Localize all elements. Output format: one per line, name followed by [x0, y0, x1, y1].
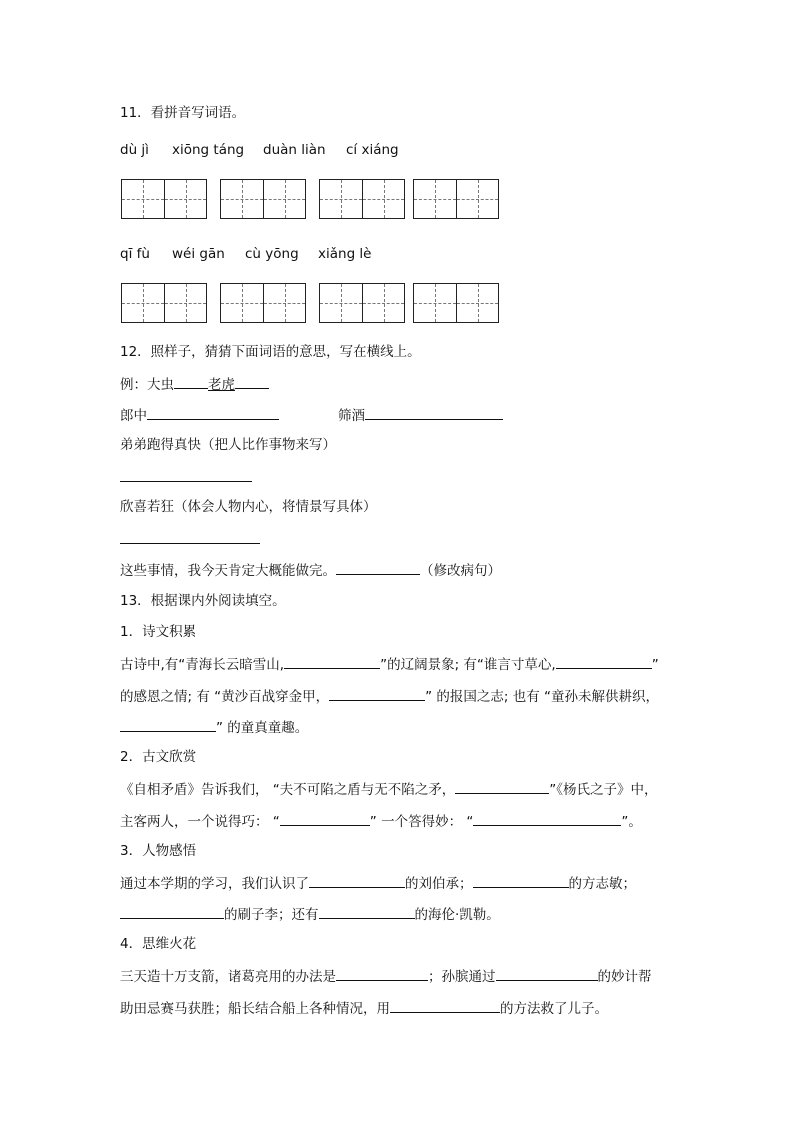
s1-line3 — [120, 717, 308, 737]
blank-langzhong[interactable] — [147, 405, 279, 420]
s1-head: 1．诗文积累 — [120, 624, 197, 640]
sentence-to-fix: 这些事情，我今天肯定大概能做完。 — [120, 563, 336, 579]
s3-l2a: 的刷子李；还有 — [224, 907, 319, 923]
pinyin-1-2: xiōng táng — [172, 142, 245, 158]
blank-joy[interactable] — [120, 529, 260, 544]
q12-line-shaijiu — [338, 405, 503, 425]
char-grid-2-1[interactable] — [121, 283, 207, 323]
s2-line1 — [120, 779, 658, 799]
blank-s2-2[interactable] — [280, 811, 370, 826]
blank-s3-3[interactable] — [120, 904, 224, 919]
char-grid-2-4[interactable] — [413, 283, 499, 323]
pinyin-2-4: xiǎng lè — [318, 246, 372, 262]
q12-line-correction — [120, 560, 501, 580]
q12-example — [120, 374, 269, 394]
s1-line2 — [120, 686, 659, 706]
pinyin-2-2: wéi gān — [172, 246, 225, 262]
s3-l2b: 的海伦·凯勒。 — [414, 907, 500, 923]
char-grid-2-2[interactable] — [220, 283, 306, 323]
pinyin-1-1: dù jì — [120, 142, 149, 158]
char-grid-1-4[interactable] — [413, 179, 499, 219]
item-langzhong: 郎中 — [120, 408, 147, 424]
blank-s4-2[interactable] — [496, 966, 598, 981]
char-grid-1-3[interactable] — [319, 179, 405, 219]
pinyin-2-1: qī fù — [120, 246, 150, 262]
blank-simile[interactable] — [120, 467, 252, 482]
pinyin-1-4: cí xiáng — [346, 142, 399, 158]
blank-s1-4[interactable] — [120, 717, 216, 732]
example-prefix: 例：大虫 — [120, 377, 174, 393]
q12-line-joy: 欣喜若狂（体会人物内心，将情景写具体） — [120, 499, 377, 515]
blank-s3-1[interactable] — [309, 873, 405, 888]
blank-s2-3[interactable] — [473, 811, 621, 826]
s1-line1 — [120, 654, 659, 674]
q11-title: 11．看拼音写词语。 — [120, 105, 246, 121]
blank-s4-1[interactable] — [336, 966, 428, 981]
char-grid-1-1[interactable] — [121, 179, 207, 219]
pinyin-1-3: duàn liàn — [263, 142, 326, 158]
blank-s1-1[interactable] — [284, 654, 380, 669]
s1-l1c: ” — [651, 657, 659, 673]
pinyin-2-3: cù yōng — [245, 246, 299, 262]
q12-title: 12．照样子，猜猜下面词语的意思，写在横线上。 — [120, 344, 421, 360]
q13-title: 13．根据课内外阅读填空。 — [120, 593, 286, 609]
s3-line1 — [120, 873, 636, 893]
s3-head: 3．人物感悟 — [120, 843, 197, 859]
s4-line2 — [120, 998, 608, 1018]
blank-s1-2[interactable] — [556, 654, 652, 669]
blank-s1-3[interactable] — [329, 686, 425, 701]
s2-l2a: 主客两人，一个说得巧： “ — [120, 814, 280, 830]
s2-line2 — [120, 811, 642, 831]
char-grid-2-3[interactable] — [319, 283, 405, 323]
example-blank-lead — [174, 374, 208, 389]
s4-l1b: ；孙膑通过 — [428, 969, 496, 985]
q12-line-langzhong — [120, 405, 279, 425]
s1-l3a: ” 的童真童趣。 — [216, 720, 309, 736]
blank-shaijiu[interactable] — [365, 405, 503, 420]
blank-correction[interactable] — [336, 560, 420, 575]
s3-line2 — [120, 904, 500, 924]
s4-line1 — [120, 966, 652, 986]
s1-l2b: ” 的报国之志; 也有 “童孙未解供耕织， — [425, 689, 660, 705]
s4-l2b: 的方法救了儿子。 — [500, 1001, 608, 1017]
blank-s2-1[interactable] — [455, 779, 549, 794]
blank-s4-3[interactable] — [390, 998, 500, 1013]
example-answer: 老虎 — [208, 377, 235, 393]
blank-s3-4[interactable] — [319, 904, 415, 919]
example-blank-trail — [235, 374, 269, 389]
s1-l1a: 古诗中,有“青海长云暗雪山, — [120, 657, 285, 673]
s2-l2b: ” 一个答得妙： “ — [369, 814, 474, 830]
s4-head: 4．思维火花 — [120, 936, 197, 952]
s1-l1b: ”的辽阔景象; 有“谁言寸草心, — [380, 657, 556, 673]
s4-l2a: 助田忌赛马获胜；船长结合船上各种情况，用 — [120, 1001, 390, 1017]
s3-l1c: 的方志敏； — [568, 876, 636, 892]
s2-l1b: ”《杨氏之子》中， — [549, 782, 658, 798]
s3-l1b: 的刘伯承； — [405, 876, 473, 892]
blank-s3-2[interactable] — [473, 873, 569, 888]
s1-l2a: 的感恩之情; 有 “黄沙百战穿金甲， — [120, 689, 330, 705]
char-grid-1-2[interactable] — [220, 179, 306, 219]
s2-l2c: ”。 — [621, 814, 642, 830]
q12-answer-simile — [120, 467, 252, 487]
q12-line-simile: 弟弟跑得真快（把人比作事物来写） — [120, 437, 336, 453]
s4-l1a: 三天造十万支箭，诸葛亮用的办法是 — [120, 969, 336, 985]
s2-head: 2．古文欣赏 — [120, 749, 197, 765]
s3-l1a: 通过本学期的学习，我们认识了 — [120, 876, 309, 892]
q12-answer-joy — [120, 529, 260, 549]
item-shaijiu: 筛酒 — [338, 408, 365, 424]
s4-l1c: 的妙计帮 — [597, 969, 652, 985]
correction-note: （修改病句） — [420, 563, 501, 579]
s2-l1a: 《自相矛盾》告诉我们， “夫不可陷之盾与无不陷之矛， — [120, 782, 456, 798]
